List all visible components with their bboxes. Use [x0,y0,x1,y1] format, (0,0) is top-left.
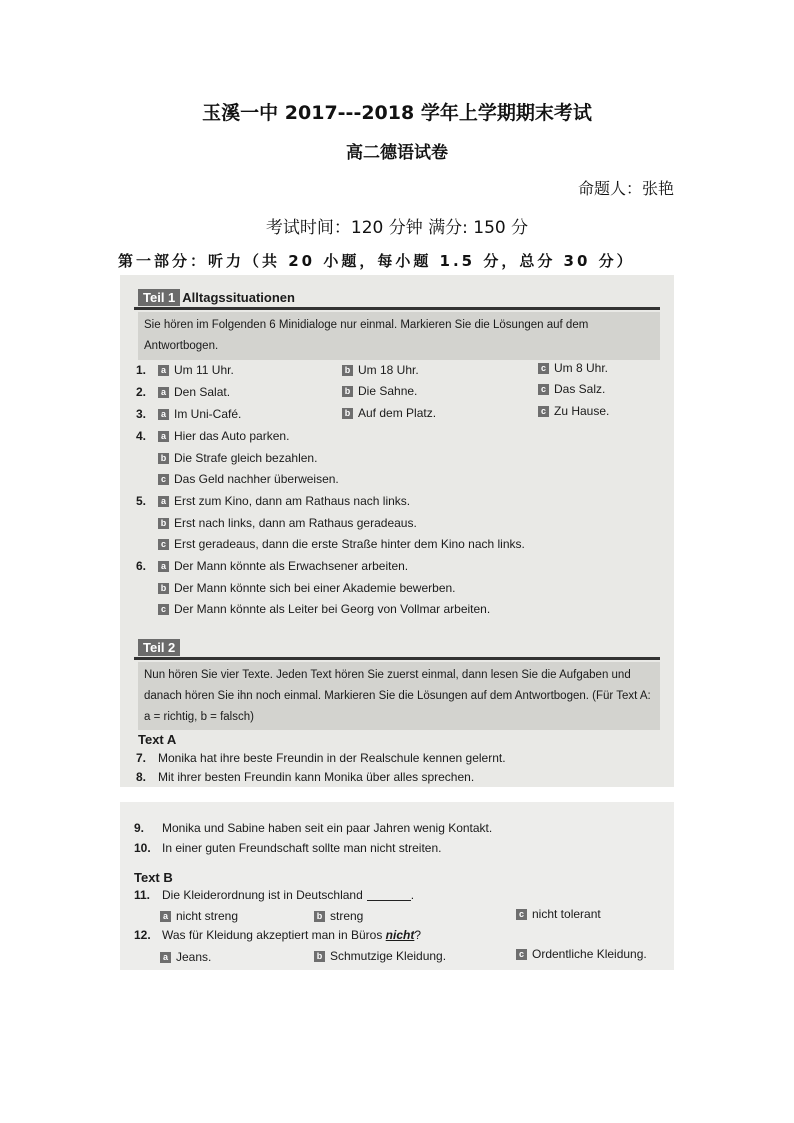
item-4-a: 4. a Hier das Auto parken. [136,429,290,443]
item-12-a: a Jeans. [160,950,211,964]
item-5-c: c Erst geradeaus, dann die erste Straße hinter dem Kino nach links. [158,537,525,551]
item-1-b: b Um 18 Uhr. [342,363,419,377]
item-11-c: c nicht tolerant [516,907,601,921]
item-3-a: 3. a Im Uni-Café. [136,407,242,421]
teil1-instruction: Sie hören im Folgenden 6 Minidialoge nur einmal. Markieren Sie die Lösungen auf dem Antwortbogen. [138,312,660,360]
exam-info: 考试时间：120 分钟 满分: 150 分 [265,218,529,238]
item-6-b: b Der Mann könnte sich bei einer Akademie bewerben. [158,581,456,595]
item-2-c: c Das Salz. [538,382,605,396]
item-11: 11. Die Kleiderordnung ist in Deutschland . [134,888,415,902]
scan-image-teil1 [120,275,674,787]
teil2-rule [134,657,660,660]
teil2-badge: Teil 2 [138,639,180,656]
item-1-c: c Um 8 Uhr. [538,361,608,375]
exam-subtitle: 高二德语试卷 [346,143,448,163]
item-12: 12. Was für Kleidung akzeptiert man in Büros nicht ? [134,928,422,942]
item-5-a: 5. a Erst zum Kino, dann am Rathaus nach links. [136,494,411,508]
text-b-heading: Text B [134,870,173,885]
scan-image-teil2-continued [120,802,674,970]
item-6-a: 6. a Der Mann könnte als Erwachsener arbeiten. [136,559,409,573]
item-7: 7. Monika hat ihre beste Freundin in der Realschule kennen gelernt. [136,751,506,765]
author-line: 命题人：张艳 [577,179,674,198]
teil1-header [138,289,295,306]
item-4-c: c Das Geld nachher überweisen. [158,472,339,486]
item-2-a: 2. a Den Salat. [136,385,231,399]
item-9: 9. Monika und Sabine haben seit ein paar Jahren wenig Kontakt. [134,821,493,835]
teil1-badge: Teil 1 [138,289,180,306]
item-11-b: b streng [314,909,363,923]
answer-blank [367,890,411,901]
teil2-header [138,639,180,656]
item-10: 10. In einer guten Freundschaft sollte man nicht streiten. [134,841,442,855]
exam-title: 玉溪一中 2017---2018 学年上学期期末考试 [202,102,592,124]
item-2-b: b Die Sahne. [342,384,417,398]
section-heading: 第一部分：听力（共 20 小题，每小题 1.5 分，总分 30 分） [118,252,635,270]
item-3-c: c Zu Hause. [538,404,609,418]
text-a-heading: Text A [138,732,177,747]
item-11-a: a nicht streng [160,909,238,923]
teil2-instruction: Nun hören Sie vier Texte. Jeden Text hören Sie zuerst einmal, dann lesen Sie die Aufgaben und danach hören Sie ihn noch einmal. Markieren Sie die Lösungen auf dem Antwortbogen. (Für Text A: a = richtig, b = falsch) [138,662,660,730]
item-1-a: 1. a Um 11 Uhr. [136,363,234,377]
item-12-b: b Schmutzige Kleidung. [314,949,446,963]
item-4-b: b Die Strafe gleich bezahlen. [158,451,317,465]
item-8: 8. Mit ihrer besten Freundin kann Monika über alles sprechen. [136,770,475,784]
item-5-b: b Erst nach links, dann am Rathaus geradeaus. [158,516,417,530]
item-3-b: b Auf dem Platz. [342,406,436,420]
teil1-rule [134,307,660,310]
item-12-c: c Ordentliche Kleidung. [516,947,647,961]
teil1-title: Alltagssituationen [182,290,295,305]
item-6-c: c Der Mann könnte als Leiter bei Georg von Vollmar arbeiten. [158,602,490,616]
